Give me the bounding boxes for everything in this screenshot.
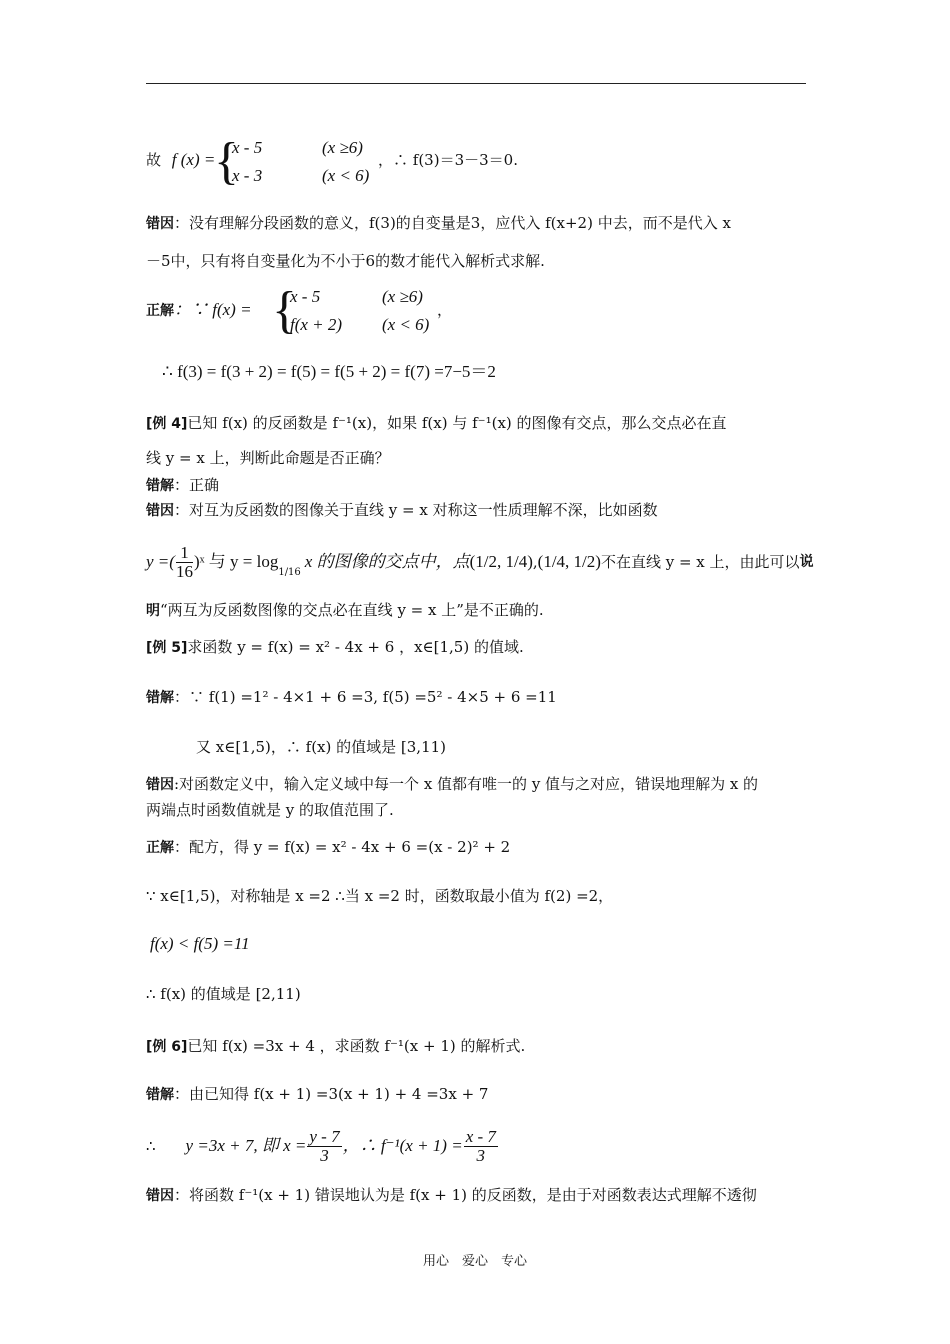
text-bold: 说 [799, 554, 814, 570]
page-footer: 用心 爱心 专心 [422, 1254, 527, 1269]
fraction [307, 1128, 341, 1165]
ex4-formula: y =( $\frac{1}{16}$ )ˣ 与 y = log $_{1/16}$ x 的图像的交点中，点 (1/2, 1/4) , (1/4, 1/2) 不在直线 y = x 上，由此可以 说 [146, 538, 814, 586]
text: ：将函数 f⁻¹(x + 1) 错误地认为是 f(x + 1) 的反函数，是由于对函数表达式理解不透彻 [174, 1186, 757, 1204]
zj1-result: ∴ f(3) = f(3 + 2) = f(5) = f(5 + 2) = f(7) =7−5＝2 [162, 362, 496, 381]
text-bold: 明 [146, 603, 160, 619]
case-expr: x - 5 [290, 287, 321, 306]
brace-1: { [214, 133, 239, 190]
cases-2-cond [382, 283, 429, 339]
text: ：由已知得 f(x + 1) =3(x + 1) + 4 =3x + 7 [174, 1085, 489, 1103]
point-2: (1/4, 1/2) [537, 552, 601, 571]
zheng-jie-1 [146, 300, 252, 321]
label-cuo-yin: 错因 [146, 777, 174, 793]
math-fx-eq: f (x) = [171, 150, 216, 169]
label-zheng-jie: 正解 [146, 303, 174, 319]
ex4-line-a [146, 413, 727, 434]
denominator: 3 [476, 1145, 486, 1165]
case-expr: x - 5 [232, 138, 263, 157]
case-expr: f(x + 2) [290, 315, 343, 334]
zj1-comma: ， [437, 301, 453, 319]
numerator: 1 [176, 544, 193, 563]
text-prefix: 故 [146, 151, 162, 169]
label-example: [例 5] [146, 640, 188, 656]
brace-2: { [272, 282, 297, 339]
text: ：没有理解分段函数的意义，f(3)的自变量是3，应代入 f(x+2) 中去，而不是代入 x [174, 214, 731, 232]
text: y =3x + 7, 即 x = [185, 1136, 307, 1155]
cuo-yin-4 [146, 500, 658, 521]
text: :对函数定义中，输入定义域中每一个 x 值都有唯一的 y 值与之对应，错误地理解为 x 的 [174, 775, 759, 793]
label-example: [例 4] [146, 416, 188, 432]
fraction [464, 1128, 498, 1165]
ex6-solve [146, 1124, 499, 1168]
text: 已知 f(x) 的反函数是 f⁻¹(x)，如果 f(x) 与 f⁻¹(x) 的图像有交点，那么交点必在直 [187, 414, 727, 432]
text: 已知 f(x) =3x + 4 ，求函数 f⁻¹(x + 1) 的解析式. [187, 1037, 526, 1055]
zheng-jie-5b: ∵ x∈[1,5)，对称轴是 x =2 ∴当 x =2 时，函数取最小值为 f(2) =2， [146, 887, 614, 905]
text: ：∵ f(1) =1² - 4×1 + 6 =3, f(5) =5² - 4×5 + 6 =11 [174, 688, 557, 706]
text: )ˣ 与 y = log [193, 552, 279, 571]
denominator: 16 [175, 561, 193, 581]
case-cond: (x < 6) [382, 315, 430, 334]
cuo-jie-4 [146, 475, 219, 496]
label-cuo-jie: 错解 [146, 1087, 174, 1103]
text: ：∵ f(x) = [174, 300, 252, 319]
numerator: y - 7 [309, 1126, 340, 1146]
text: x 的图像的交点中，点 [304, 552, 470, 571]
case-expr: x - 3 [232, 166, 263, 185]
cuo-yin-1a [146, 213, 731, 234]
cuo-yin-1b: －5中，只有将自变量化为不小于6的数才能代入解析式求解. [146, 252, 545, 270]
text: ：配方，得 y = f(x) = x² - 4x + 6 =(x - 2)² + 2 [174, 838, 511, 856]
text: ：对互为反函数的图像关于直线 y = x 对称这一性质理解不深，比如函数 [174, 501, 658, 519]
label-zheng-jie: 正解 [146, 840, 174, 856]
cuo-yin-6 [146, 1185, 757, 1206]
cases-1 [232, 134, 262, 190]
line-1-suffix: ，∴ f(3)＝3－3＝0. [378, 151, 518, 169]
case-cond: (x ≥6) [322, 138, 363, 157]
label-cuo-yin: 错因 [146, 503, 174, 519]
ex6-line [146, 1036, 525, 1057]
numerator: x - 7 [465, 1126, 496, 1146]
ex4-line-b: 线 y = x 上，判断此命题是否正确？ [146, 449, 390, 467]
case-cond: (x < 6) [322, 166, 370, 185]
ex4-line-c [146, 600, 544, 621]
zheng-jie-5a [146, 837, 510, 858]
text: ，∴ f⁻¹(x + 1) = [342, 1136, 463, 1155]
label-cuo-jie: 错解 [146, 478, 174, 494]
label-cuo-yin: 错因 [146, 1188, 174, 1204]
cuo-yin-5a [146, 774, 758, 795]
fraction [176, 544, 193, 581]
text: y =( [146, 552, 175, 571]
zheng-jie-5c: f(x) < f(5) =11 [150, 934, 250, 953]
label-cuo-jie: 错解 [146, 690, 174, 706]
label-cuo-yin: 错因 [146, 216, 174, 232]
ex5-line [146, 637, 524, 658]
log-base: 1/16 [278, 567, 301, 578]
therefore: ∴ [146, 1137, 156, 1155]
case-cond: (x ≥6) [382, 287, 423, 306]
point-1: (1/2, 1/4) [469, 552, 533, 571]
cuo-jie-5b: 又 x∈[1,5)，∴ f(x) 的值域是 [3,11) [196, 738, 447, 756]
header-rule [146, 83, 806, 84]
cuo-jie-5 [146, 687, 557, 708]
text: ：正确 [174, 476, 220, 494]
text: 不在直线 y = x 上，由此可以 [600, 553, 800, 571]
denominator: 3 [320, 1145, 329, 1165]
zheng-jie-5d: ∴ f(x) 的值域是 [2,11) [146, 985, 301, 1003]
line-piecewise-1 [146, 150, 215, 170]
label-example: [例 6] [146, 1039, 188, 1055]
cases-1-cond [322, 134, 369, 190]
cuo-yin-5b: 两端点时函数值就是 y 的取值范围了. [146, 801, 394, 819]
text: 求函数 y = f(x) = x² - 4x + 6 ，x∈[1,5) 的值域. [187, 638, 524, 656]
cuo-jie-6 [146, 1084, 488, 1105]
cases-2 [290, 283, 342, 339]
text: “两互为反函数图像的交点必在直线 y = x 上”是不正确的. [160, 601, 544, 619]
